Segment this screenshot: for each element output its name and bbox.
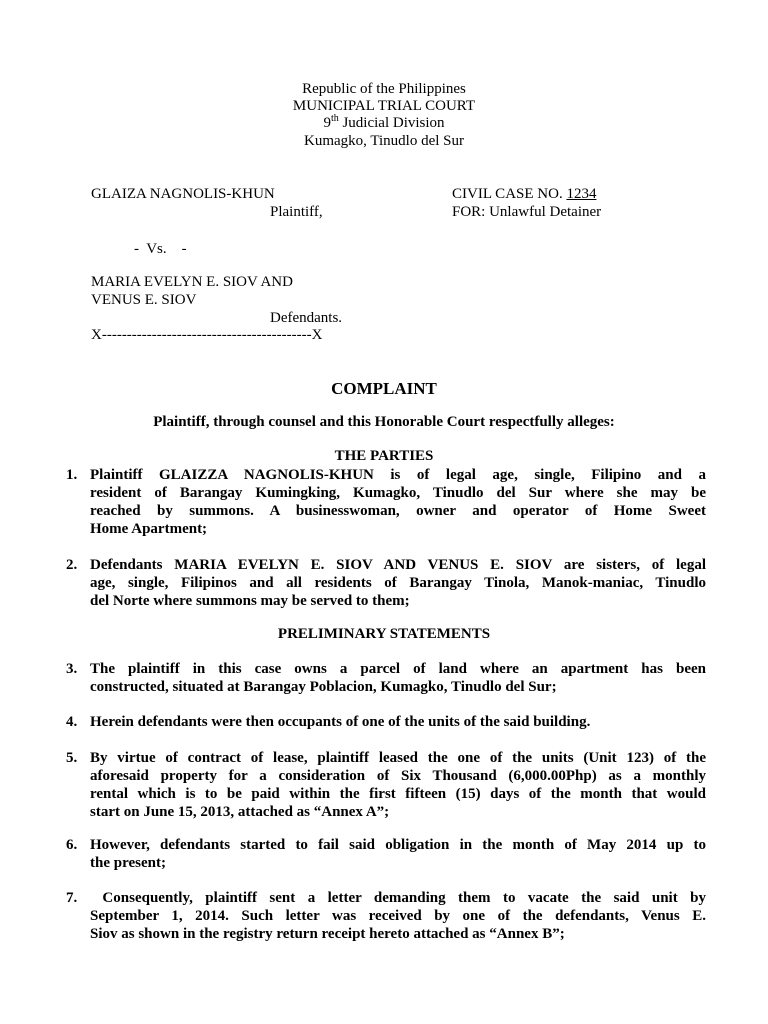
document-page: Republic of the Philippines MUNICIPAL TRIAL COURT 9th Judicial Division Kumagko, Tinudlo del Sur GLAIZA NAGNOLIS-KHUN Plaintiff, CIVIL CASE NO. 1234 FOR: Unlawful Detainer - Vs. - MARIA EVELYN E. SIOV AND VENUS E. SIOV Defendants. X------------------------------------------X COMPLAINT Plaintiff, through counsel and this Honorable Court respectfully alleges: THE PARTIES 1. Plaintiff GLAIZZA NAGNOLIS-KHUN is of legal age, single, Filipino and a resident of Barangay Kumingking, Kumagko, Tinudlo del Sur where she may be reached by summons. A businesswoman, owner and operator of Home Sweet Home Apartment; 2. Defendants MARIA EVELYN E. SIOV AND VENUS E. SIOV are sisters, of legal age, single, Filipinos and all residents of Barangay Tinola, Manok-maniac, Tinudlo del Norte where summons may be served to them; PRELIMINARY STATEMENTS 3. The plaintiff in this case owns a parcel of land where an apartment has been constructed, situated at Barangay Poblacion, Kumagko, Tinudlo del Sur; 4. Herein defendants were then occupants of one of the units of the said building. 5. By virtue of contract of lease, plaintiff leased the one of the units (Unit 123) of the aforesaid property for a consideration of Six Thousand (6,000.00Php) as a monthly rental which is to be paid within the first fifteen (15) days of the month that would start on June 15, 2013, attached as “Annex A”; 6. However, defendants started to fail said obligation in the month of May 2014 up to the present; 7. Consequently, plaintiff sent a letter demanding them to vacate the said unit by September 1, 2014. Such letter was received by one of the defendants, Venus E. Siov as shown in the registry return receipt hereto attached as “Annex B”; [0, 0, 768, 1024]
defendant-name-2: VENUS E. SIOV [91, 292, 197, 308]
versus-line: - Vs. - [134, 241, 187, 257]
defendants-label: Defendants. [270, 310, 343, 326]
case-nature: FOR: Unlawful Detainer [452, 204, 602, 220]
case-number-line: CIVIL CASE NO. 1234 [452, 186, 597, 202]
header-division: 9th Judicial Division [323, 113, 445, 131]
defendant-name-1: MARIA EVELYN E. SIOV AND [91, 274, 293, 290]
section-heading-parties: THE PARTIES [334, 448, 434, 464]
case-number: 1234 [566, 186, 597, 202]
intro-statement: Plaintiff, through counsel and this Honorable Court respectfully alleges: [153, 414, 615, 430]
caption-separator: X------------------------------------------X [91, 327, 323, 343]
plaintiff-label: Plaintiff, [270, 204, 323, 220]
header-republic: Republic of the Philippines [302, 81, 466, 97]
header-court: MUNICIPAL TRIAL COURT [292, 98, 476, 114]
plaintiff-name: GLAIZA NAGNOLIS-KHUN [91, 186, 275, 202]
section-heading-preliminary: PRELIMINARY STATEMENTS [277, 626, 491, 642]
document-title: COMPLAINT [331, 379, 437, 398]
header-location: Kumagko, Tinudlo del Sur [303, 133, 465, 149]
